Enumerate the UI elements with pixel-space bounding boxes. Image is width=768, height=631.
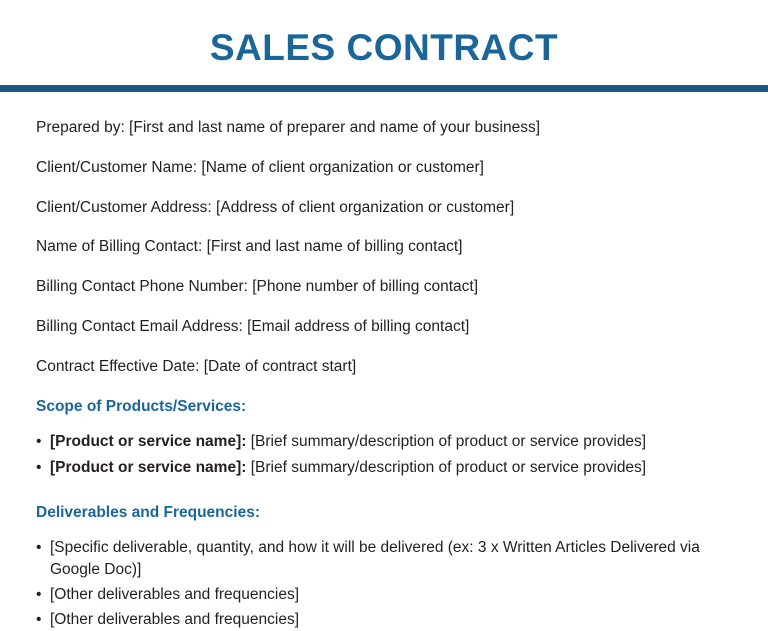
field-billing-contact-phone: Billing Contact Phone Number: [Phone number of billing contact] (36, 278, 478, 296)
scope-item-name: [Product or service name]: (50, 433, 247, 451)
field-billing-contact-name: Name of Billing Contact: [First and last name of billing contact] (36, 238, 463, 256)
field-client-address: Client/Customer Address: [Address of client organization or customer] (36, 198, 515, 216)
list-item: • [Other deliverables and frequencies] (36, 584, 732, 606)
list-item (36, 457, 732, 479)
scope-item-desc: [Brief summary/description of product or service provides] (246, 433, 647, 451)
list-item: • [Specific deliverable, quantity, and how it will be delivered (ex: 3 x Written Articles Delivered via Google Doc)] (36, 537, 732, 581)
section-heading-deliverables: Deliverables and Frequencies: (36, 504, 260, 522)
list-item (36, 431, 732, 453)
list-item: • [Other deliverables and frequencies] (36, 609, 732, 631)
scope-item-desc: [Brief summary/description of product or service provides] (246, 459, 647, 477)
scope-item-name: [Product or service name]: (50, 459, 247, 477)
deliverables-list (36, 537, 732, 631)
scope-list (36, 431, 732, 479)
document-body (0, 92, 768, 631)
field-billing-contact-email: Billing Contact Email Address: [Email address of billing contact] (36, 318, 470, 336)
title-divider (0, 85, 768, 92)
field-prepared-by: Prepared by: [First and last name of preparer and name of your business] (36, 118, 541, 136)
field-contract-effective-date: Contract Effective Date: [Date of contract start] (36, 358, 357, 376)
page-title: SALES CONTRACT (209, 27, 559, 68)
section-heading-scope: Scope of Products/Services: (36, 398, 247, 416)
field-client-name: Client/Customer Name: [Name of client organization or customer] (36, 158, 484, 176)
